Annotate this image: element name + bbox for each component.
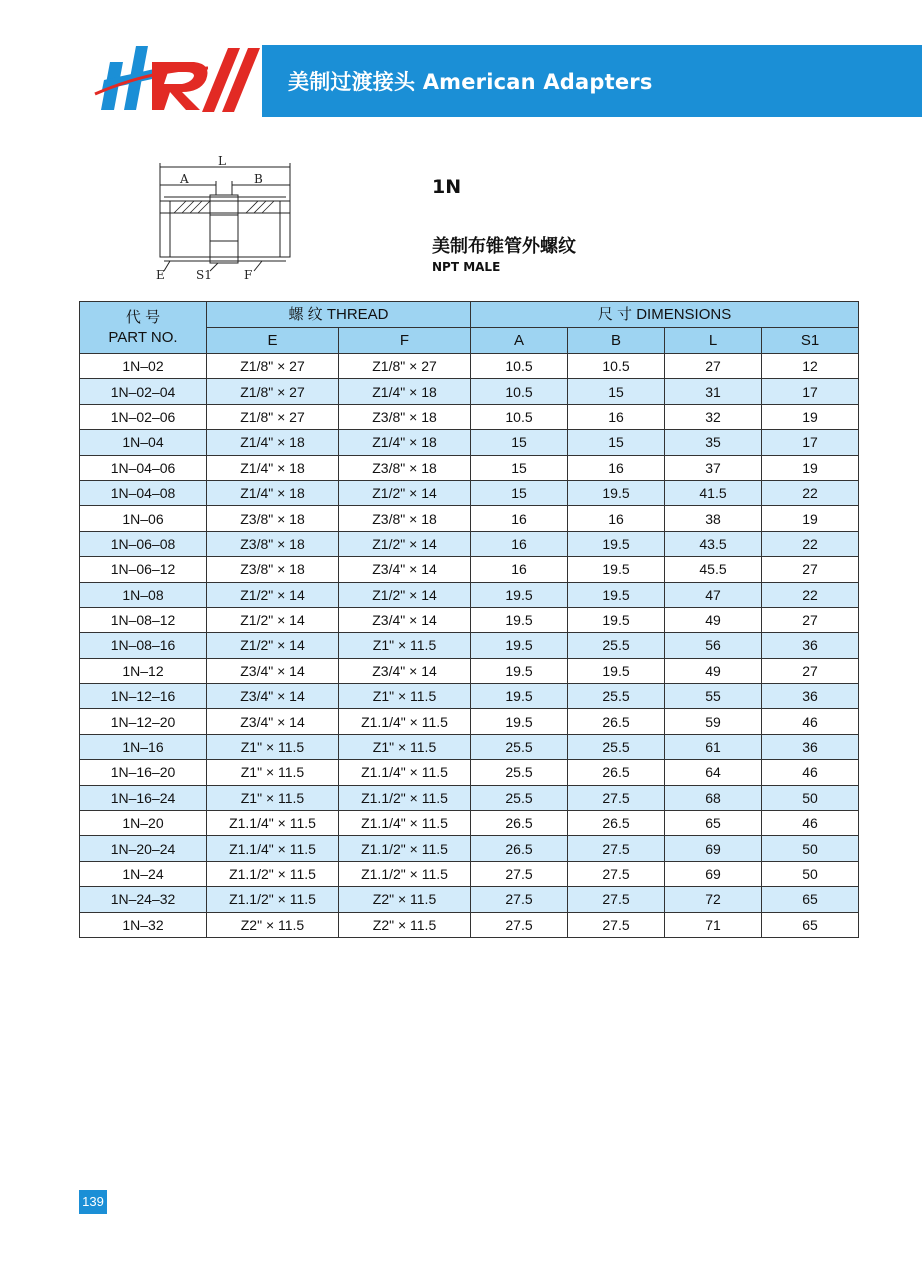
- cell-part-no: 1N–04–08: [80, 480, 207, 505]
- cell-thread-f: Z3/8" × 18: [339, 455, 471, 480]
- drawing-label-l: L: [218, 155, 226, 168]
- cell-part-no: 1N–32: [80, 912, 207, 937]
- cell-dim-l: 56: [665, 633, 762, 658]
- cell-thread-f: Z3/4" × 14: [339, 557, 471, 582]
- spec-table: [79, 301, 859, 938]
- cell-dim-l: 65: [665, 811, 762, 836]
- cell-part-no: 1N–02–06: [80, 404, 207, 429]
- cell-dim-s1: 19: [762, 404, 859, 429]
- cell-dim-b: 15: [568, 430, 665, 455]
- cell-dim-b: 26.5: [568, 811, 665, 836]
- cell-thread-f: Z1.1/4" × 11.5: [339, 811, 471, 836]
- cell-dim-b: 19.5: [568, 480, 665, 505]
- cell-dim-a: 10.5: [471, 354, 568, 379]
- table-row: [80, 658, 859, 683]
- cell-thread-e: Z1/2" × 14: [207, 633, 339, 658]
- cell-thread-e: Z1/2" × 14: [207, 582, 339, 607]
- cell-dim-l: 38: [665, 506, 762, 531]
- cell-dim-s1: 65: [762, 912, 859, 937]
- cell-dim-s1: 50: [762, 836, 859, 861]
- cell-dim-l: 45.5: [665, 557, 762, 582]
- cell-dim-s1: 50: [762, 785, 859, 810]
- table-row: [80, 531, 859, 556]
- cell-thread-f: Z2" × 11.5: [339, 912, 471, 937]
- cell-dim-a: 26.5: [471, 836, 568, 861]
- cell-part-no: 1N–24: [80, 861, 207, 886]
- cell-dim-b: 25.5: [568, 734, 665, 759]
- fitting-drawing: [150, 155, 300, 290]
- cell-thread-f: Z1/4" × 18: [339, 430, 471, 455]
- cell-thread-f: Z1" × 11.5: [339, 734, 471, 759]
- cell-part-no: 1N–12–20: [80, 709, 207, 734]
- table-row: [80, 480, 859, 505]
- cell-dim-a: 19.5: [471, 607, 568, 632]
- header-part-en: PART NO.: [108, 328, 178, 346]
- header-dimensions: 尺 寸 DIMENSIONS: [471, 302, 859, 328]
- cell-thread-e: Z1" × 11.5: [207, 760, 339, 785]
- cell-thread-f: Z1.1/4" × 11.5: [339, 709, 471, 734]
- table-row: [80, 760, 859, 785]
- cell-dim-b: 25.5: [568, 684, 665, 709]
- cell-dim-s1: 17: [762, 430, 859, 455]
- table-row: [80, 785, 859, 810]
- cell-dim-l: 71: [665, 912, 762, 937]
- cell-part-no: 1N–16: [80, 734, 207, 759]
- cell-dim-s1: 12: [762, 354, 859, 379]
- cell-dim-l: 64: [665, 760, 762, 785]
- cell-dim-b: 27.5: [568, 887, 665, 912]
- cell-dim-l: 61: [665, 734, 762, 759]
- cell-dim-s1: 46: [762, 709, 859, 734]
- cell-dim-b: 25.5: [568, 633, 665, 658]
- cell-dim-l: 41.5: [665, 480, 762, 505]
- brand-logo: [90, 40, 265, 125]
- table-row: [80, 354, 859, 379]
- table-row: [80, 734, 859, 759]
- cell-dim-a: 15: [471, 455, 568, 480]
- cell-dim-l: 68: [665, 785, 762, 810]
- cell-thread-f: Z3/8" × 18: [339, 404, 471, 429]
- cell-dim-l: 47: [665, 582, 762, 607]
- header-part-no: [80, 302, 207, 354]
- cell-dim-a: 16: [471, 506, 568, 531]
- cell-dim-a: 15: [471, 430, 568, 455]
- cell-dim-l: 69: [665, 861, 762, 886]
- cell-dim-a: 19.5: [471, 658, 568, 683]
- cell-thread-f: Z1.1/2" × 11.5: [339, 836, 471, 861]
- cell-thread-e: Z1/4" × 18: [207, 480, 339, 505]
- cell-thread-f: Z1" × 11.5: [339, 633, 471, 658]
- cell-dim-b: 27.5: [568, 861, 665, 886]
- cell-thread-e: Z1/8" × 27: [207, 379, 339, 404]
- cell-dim-s1: 22: [762, 582, 859, 607]
- cell-thread-e: Z3/8" × 18: [207, 557, 339, 582]
- product-name-cn: 美制布锥管外螺纹: [432, 236, 576, 257]
- cell-thread-e: Z3/4" × 14: [207, 684, 339, 709]
- cell-part-no: 1N–04: [80, 430, 207, 455]
- cell-thread-e: Z1.1/4" × 11.5: [207, 836, 339, 861]
- cell-dim-s1: 19: [762, 455, 859, 480]
- col-header-a: A: [471, 328, 568, 354]
- cell-dim-l: 49: [665, 607, 762, 632]
- cell-dim-a: 27.5: [471, 861, 568, 886]
- cell-dim-a: 19.5: [471, 684, 568, 709]
- cell-part-no: 1N–20: [80, 811, 207, 836]
- cell-dim-l: 72: [665, 887, 762, 912]
- cell-thread-e: Z1.1/4" × 11.5: [207, 811, 339, 836]
- drawing-label-a: A: [180, 172, 189, 186]
- cell-thread-e: Z3/8" × 18: [207, 531, 339, 556]
- cell-dim-b: 19.5: [568, 658, 665, 683]
- cell-dim-s1: 65: [762, 887, 859, 912]
- cell-dim-a: 19.5: [471, 582, 568, 607]
- cell-dim-b: 19.5: [568, 557, 665, 582]
- cell-dim-a: 27.5: [471, 912, 568, 937]
- cell-part-no: 1N–06: [80, 506, 207, 531]
- cell-dim-a: 19.5: [471, 633, 568, 658]
- cell-thread-f: Z1/2" × 14: [339, 531, 471, 556]
- cell-dim-a: 26.5: [471, 811, 568, 836]
- cell-dim-l: 43.5: [665, 531, 762, 556]
- cell-thread-f: Z3/4" × 14: [339, 658, 471, 683]
- cell-dim-s1: 36: [762, 734, 859, 759]
- cell-thread-f: Z1.1/2" × 11.5: [339, 861, 471, 886]
- cell-dim-s1: 46: [762, 760, 859, 785]
- cell-dim-a: 15: [471, 480, 568, 505]
- cell-dim-b: 26.5: [568, 760, 665, 785]
- cell-dim-s1: 22: [762, 480, 859, 505]
- drawing-label-s1: S1: [196, 268, 212, 282]
- cell-part-no: 1N–16–20: [80, 760, 207, 785]
- table-row: [80, 684, 859, 709]
- cell-dim-l: 31: [665, 379, 762, 404]
- drawing-label-b: B: [254, 172, 263, 186]
- cell-part-no: 1N–12: [80, 658, 207, 683]
- cell-dim-a: 10.5: [471, 404, 568, 429]
- cell-dim-b: 16: [568, 455, 665, 480]
- cell-dim-l: 49: [665, 658, 762, 683]
- cell-thread-f: Z1/2" × 14: [339, 582, 471, 607]
- header-part-cn: 代 号: [125, 308, 161, 326]
- cell-dim-l: 35: [665, 430, 762, 455]
- cell-dim-s1: 27: [762, 658, 859, 683]
- col-header-f: F: [339, 328, 471, 354]
- cell-thread-e: Z1" × 11.5: [207, 785, 339, 810]
- cell-dim-b: 15: [568, 379, 665, 404]
- cell-part-no: 1N–24–32: [80, 887, 207, 912]
- cell-thread-e: Z1" × 11.5: [207, 734, 339, 759]
- cell-thread-e: Z3/8" × 18: [207, 506, 339, 531]
- cell-dim-l: 59: [665, 709, 762, 734]
- cell-thread-f: Z1/2" × 14: [339, 480, 471, 505]
- cell-part-no: 1N–08–16: [80, 633, 207, 658]
- cell-dim-b: 26.5: [568, 709, 665, 734]
- cell-part-no: 1N–02: [80, 354, 207, 379]
- table-row: [80, 836, 859, 861]
- cell-dim-b: 16: [568, 404, 665, 429]
- cell-thread-f: Z2" × 11.5: [339, 887, 471, 912]
- cell-part-no: 1N–20–24: [80, 836, 207, 861]
- cell-thread-f: Z1.1/4" × 11.5: [339, 760, 471, 785]
- cell-dim-s1: 36: [762, 633, 859, 658]
- cell-part-no: 1N–04–06: [80, 455, 207, 480]
- cell-dim-s1: 19: [762, 506, 859, 531]
- cell-thread-e: Z3/4" × 14: [207, 658, 339, 683]
- cell-thread-f: Z1" × 11.5: [339, 684, 471, 709]
- cell-thread-e: Z1/8" × 27: [207, 404, 339, 429]
- cell-dim-b: 19.5: [568, 582, 665, 607]
- cell-thread-e: Z3/4" × 14: [207, 709, 339, 734]
- cell-part-no: 1N–06–08: [80, 531, 207, 556]
- cell-dim-s1: 27: [762, 557, 859, 582]
- cell-thread-e: Z1/4" × 18: [207, 430, 339, 455]
- cell-part-no: 1N–02–04: [80, 379, 207, 404]
- cell-dim-s1: 17: [762, 379, 859, 404]
- product-code: 1N: [432, 176, 462, 198]
- cell-dim-l: 27: [665, 354, 762, 379]
- cell-thread-e: Z1/2" × 14: [207, 607, 339, 632]
- table-row: [80, 404, 859, 429]
- cell-thread-e: Z2" × 11.5: [207, 912, 339, 937]
- col-header-l: L: [665, 328, 762, 354]
- table-row: [80, 607, 859, 632]
- drawing-label-e: E: [156, 268, 165, 282]
- cell-dim-b: 19.5: [568, 607, 665, 632]
- table-row: [80, 861, 859, 886]
- cell-dim-a: 25.5: [471, 760, 568, 785]
- cell-dim-b: 19.5: [568, 531, 665, 556]
- cell-thread-e: Z1.1/2" × 11.5: [207, 887, 339, 912]
- cell-dim-l: 32: [665, 404, 762, 429]
- table-row: [80, 430, 859, 455]
- col-header-e: E: [207, 328, 339, 354]
- cell-part-no: 1N–06–12: [80, 557, 207, 582]
- cell-dim-s1: 46: [762, 811, 859, 836]
- cell-dim-b: 27.5: [568, 912, 665, 937]
- page-number: 139: [79, 1190, 107, 1214]
- cell-thread-f: Z1.1/2" × 11.5: [339, 785, 471, 810]
- table-row: [80, 912, 859, 937]
- col-header-s1: S1: [762, 328, 859, 354]
- cell-thread-e: Z1/4" × 18: [207, 455, 339, 480]
- cell-dim-b: 16: [568, 506, 665, 531]
- table-row: [80, 709, 859, 734]
- cell-thread-f: Z1/4" × 18: [339, 379, 471, 404]
- cell-dim-l: 55: [665, 684, 762, 709]
- spec-table-body: [80, 354, 859, 938]
- cell-dim-s1: 50: [762, 861, 859, 886]
- cell-dim-b: 27.5: [568, 836, 665, 861]
- cell-dim-a: 25.5: [471, 785, 568, 810]
- cell-dim-l: 37: [665, 455, 762, 480]
- cell-dim-a: 25.5: [471, 734, 568, 759]
- cell-thread-f: Z1/8" × 27: [339, 354, 471, 379]
- table-row: [80, 557, 859, 582]
- header-title: 美制过渡接头 American Adapters: [288, 70, 653, 94]
- cell-dim-a: 27.5: [471, 887, 568, 912]
- table-row: [80, 379, 859, 404]
- cell-part-no: 1N–08–12: [80, 607, 207, 632]
- cell-thread-f: Z3/4" × 14: [339, 607, 471, 632]
- table-row: [80, 455, 859, 480]
- table-row: [80, 887, 859, 912]
- cell-dim-a: 16: [471, 531, 568, 556]
- cell-dim-s1: 22: [762, 531, 859, 556]
- cell-dim-a: 19.5: [471, 709, 568, 734]
- cell-dim-b: 10.5: [568, 354, 665, 379]
- cell-dim-b: 27.5: [568, 785, 665, 810]
- cell-dim-l: 69: [665, 836, 762, 861]
- cell-thread-e: Z1/8" × 27: [207, 354, 339, 379]
- cell-dim-s1: 36: [762, 684, 859, 709]
- table-row: [80, 582, 859, 607]
- cell-dim-a: 10.5: [471, 379, 568, 404]
- table-row: [80, 633, 859, 658]
- header-thread: 螺 纹 THREAD: [207, 302, 471, 328]
- col-header-b: B: [568, 328, 665, 354]
- table-row: [80, 811, 859, 836]
- table-row: [80, 506, 859, 531]
- product-name-en: NPT MALE: [432, 260, 501, 274]
- cell-dim-a: 16: [471, 557, 568, 582]
- drawing-label-f: F: [244, 268, 253, 282]
- cell-part-no: 1N–08: [80, 582, 207, 607]
- cell-thread-e: Z1.1/2" × 11.5: [207, 861, 339, 886]
- cell-dim-s1: 27: [762, 607, 859, 632]
- cell-part-no: 1N–16–24: [80, 785, 207, 810]
- cell-part-no: 1N–12–16: [80, 684, 207, 709]
- cell-thread-f: Z3/8" × 18: [339, 506, 471, 531]
